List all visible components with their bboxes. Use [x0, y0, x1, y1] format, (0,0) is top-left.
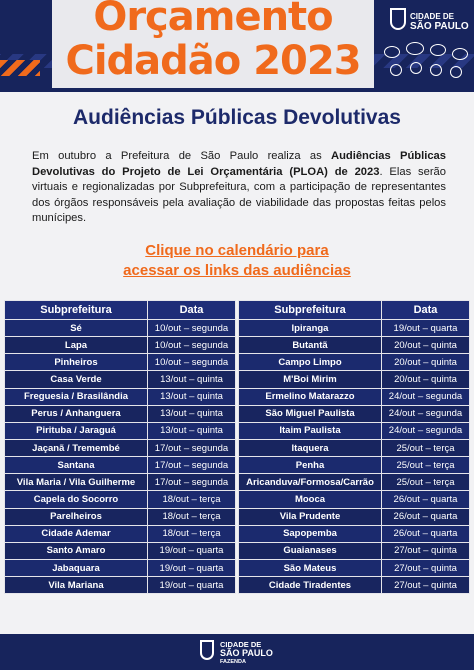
subprefeitura-cell: Ermelino Matarazzo: [239, 388, 382, 405]
table-row[interactable]: [239, 542, 470, 559]
date-cell: 17/out – segunda: [148, 439, 236, 456]
table-row[interactable]: [5, 457, 236, 474]
date-cell: 10/out – segunda: [148, 337, 236, 354]
table-row[interactable]: [5, 354, 236, 371]
footer-text-3: FAZENDA: [220, 659, 246, 665]
subprefeitura-cell: M'Boi Mirim: [239, 371, 382, 388]
subprefeitura-cell: Ipiranga: [239, 320, 382, 337]
table-row[interactable]: [239, 439, 470, 456]
date-cell: 18/out – terça: [148, 525, 236, 542]
date-cell: 26/out – quarta: [382, 508, 470, 525]
subprefeitura-cell: Jaçanã / Tremembé: [5, 439, 148, 456]
subprefeitura-cell: Itaim Paulista: [239, 422, 382, 439]
column-header-subprefeitura: Subprefeitura: [239, 301, 382, 320]
subprefeitura-cell: Vila Mariana: [5, 577, 148, 594]
table-row[interactable]: [5, 405, 236, 422]
subprefeitura-cell: Butantã: [239, 337, 382, 354]
subprefeitura-cell: Freguesia / Brasilândia: [5, 388, 148, 405]
date-cell: 19/out – quarta: [382, 320, 470, 337]
subprefeitura-cell: Vila Prudente: [239, 508, 382, 525]
table-row[interactable]: [5, 337, 236, 354]
footer-text-2: SÃO PAULO: [220, 648, 273, 658]
logo-text-1: CIDADE DE: [410, 12, 455, 21]
table-row[interactable]: [239, 371, 470, 388]
table-row[interactable]: [5, 474, 236, 491]
date-cell: 19/out – quarta: [148, 577, 236, 594]
date-cell: 10/out – segunda: [148, 320, 236, 337]
subprefeitura-cell: Lapa: [5, 337, 148, 354]
table-row[interactable]: [5, 577, 236, 594]
footer-bar: [0, 634, 474, 670]
date-cell: 13/out – quinta: [148, 371, 236, 388]
column-header-data: Data: [148, 301, 236, 320]
table-row[interactable]: [239, 508, 470, 525]
subprefeitura-cell: Parelheiros: [5, 508, 148, 525]
subprefeitura-cell: Guaianases: [239, 542, 382, 559]
title-line-1: Orçamento: [93, 0, 333, 40]
date-cell: 17/out – segunda: [148, 457, 236, 474]
table-row[interactable]: [5, 422, 236, 439]
date-cell: 27/out – quinta: [382, 542, 470, 559]
subprefeitura-cell: Cidade Ademar: [5, 525, 148, 542]
date-cell: 20/out – quinta: [382, 337, 470, 354]
table-row[interactable]: [5, 320, 236, 337]
date-cell: 26/out – quarta: [382, 525, 470, 542]
date-cell: 24/out – segunda: [382, 405, 470, 422]
subprefeitura-cell: Vila Maria / Vila Guilherme: [5, 474, 148, 491]
schedule-table-right: [238, 300, 470, 594]
intro-text-1: Em outubro a Prefeitura de São Paulo realiza as: [32, 150, 331, 162]
table-row[interactable]: [239, 337, 470, 354]
subprefeitura-cell: Aricanduva/Formosa/Carrão: [239, 474, 382, 491]
table-row[interactable]: [239, 559, 470, 576]
subprefeitura-cell: Capela do Socorro: [5, 491, 148, 508]
date-cell: 25/out – terça: [382, 457, 470, 474]
date-cell: 13/out – quinta: [148, 422, 236, 439]
subprefeitura-cell: Casa Verde: [5, 371, 148, 388]
calendar-link-line-2[interactable]: acessar os links das audiências: [123, 262, 351, 279]
table-row[interactable]: [239, 320, 470, 337]
table-row[interactable]: [5, 491, 236, 508]
date-cell: 24/out – segunda: [382, 422, 470, 439]
subprefeitura-cell: Itaquera: [239, 439, 382, 456]
crowd-speech-icon: [380, 40, 474, 92]
date-cell: 27/out – quinta: [382, 559, 470, 576]
subprefeitura-cell: Cidade Tiradentes: [239, 577, 382, 594]
subprefeitura-cell: Santana: [5, 457, 148, 474]
column-header-data: Data: [382, 301, 470, 320]
table-row[interactable]: [239, 457, 470, 474]
table-row[interactable]: [239, 354, 470, 371]
date-cell: 20/out – quinta: [382, 371, 470, 388]
table-row[interactable]: [5, 439, 236, 456]
subprefeitura-cell: Jabaquara: [5, 559, 148, 576]
date-cell: 26/out – quarta: [382, 491, 470, 508]
date-cell: 10/out – segunda: [148, 354, 236, 371]
intro-paragraph: [32, 149, 446, 227]
table-row[interactable]: [239, 525, 470, 542]
subprefeitura-cell: Mooca: [239, 491, 382, 508]
calendar-link[interactable]: [0, 241, 474, 281]
subprefeitura-cell: Santo Amaro: [5, 542, 148, 559]
table-row[interactable]: [239, 577, 470, 594]
subprefeitura-cell: Pirituba / Jaraguá: [5, 422, 148, 439]
intro-text-2: . Elas serão virtuais e regionalizadas por Subprefeitura, com a participação de representantes dos órgãos responsáveis pela avaliação de viabilidade das propostas feitas pelos munícipes.: [32, 165, 447, 224]
date-cell: 25/out – terça: [382, 474, 470, 491]
table-row[interactable]: [5, 371, 236, 388]
column-header-subprefeitura: Subprefeitura: [5, 301, 148, 320]
calendar-link-line-1[interactable]: Clique no calendário para: [145, 242, 329, 259]
subprefeitura-cell: Sé: [5, 320, 148, 337]
table-row[interactable]: [239, 405, 470, 422]
table-row[interactable]: [5, 542, 236, 559]
date-cell: 17/out – segunda: [148, 474, 236, 491]
footer-text-1: CIDADE DE: [220, 640, 262, 649]
table-row[interactable]: [239, 491, 470, 508]
date-cell: 18/out – terça: [148, 491, 236, 508]
city-logo: [388, 4, 474, 40]
date-cell: 18/out – terça: [148, 508, 236, 525]
header-banner: [0, 0, 474, 92]
subprefeitura-cell: Pinheiros: [5, 354, 148, 371]
subprefeitura-cell: São Miguel Paulista: [239, 405, 382, 422]
subprefeitura-cell: São Mateus: [239, 559, 382, 576]
city-crest-icon: [390, 8, 406, 30]
table-row[interactable]: [239, 422, 470, 439]
schedule-table-left: [4, 300, 236, 594]
date-cell: 25/out – terça: [382, 439, 470, 456]
logo-text-2: SÃO PAULO: [410, 21, 469, 32]
table-row[interactable]: [5, 525, 236, 542]
date-cell: 13/out – quinta: [148, 405, 236, 422]
date-cell: 13/out – quinta: [148, 388, 236, 405]
date-cell: 20/out – quinta: [382, 354, 470, 371]
subprefeitura-cell: Perus / Anhanguera: [5, 405, 148, 422]
date-cell: 19/out – quarta: [148, 542, 236, 559]
decorative-orange-stripe: [0, 60, 40, 76]
date-cell: 24/out – segunda: [382, 388, 470, 405]
page-heading: Audiências Públicas Devolutivas: [73, 106, 401, 129]
table-row[interactable]: [239, 388, 470, 405]
table-row[interactable]: [5, 559, 236, 576]
subprefeitura-cell: Sapopemba: [239, 525, 382, 542]
table-row[interactable]: [239, 474, 470, 491]
subprefeitura-cell: Penha: [239, 457, 382, 474]
city-crest-icon: [200, 640, 214, 660]
date-cell: 27/out – quinta: [382, 577, 470, 594]
subprefeitura-cell: Campo Limpo: [239, 354, 382, 371]
table-row[interactable]: [5, 508, 236, 525]
date-cell: 19/out – quarta: [148, 559, 236, 576]
intro-text-bold: Audiências Públicas Devolutivas do Projeto de Lei Orçamentária (PLOA) de 2023: [32, 150, 446, 178]
table-row[interactable]: [5, 388, 236, 405]
title-line-2: Cidadão 2023: [65, 38, 361, 84]
